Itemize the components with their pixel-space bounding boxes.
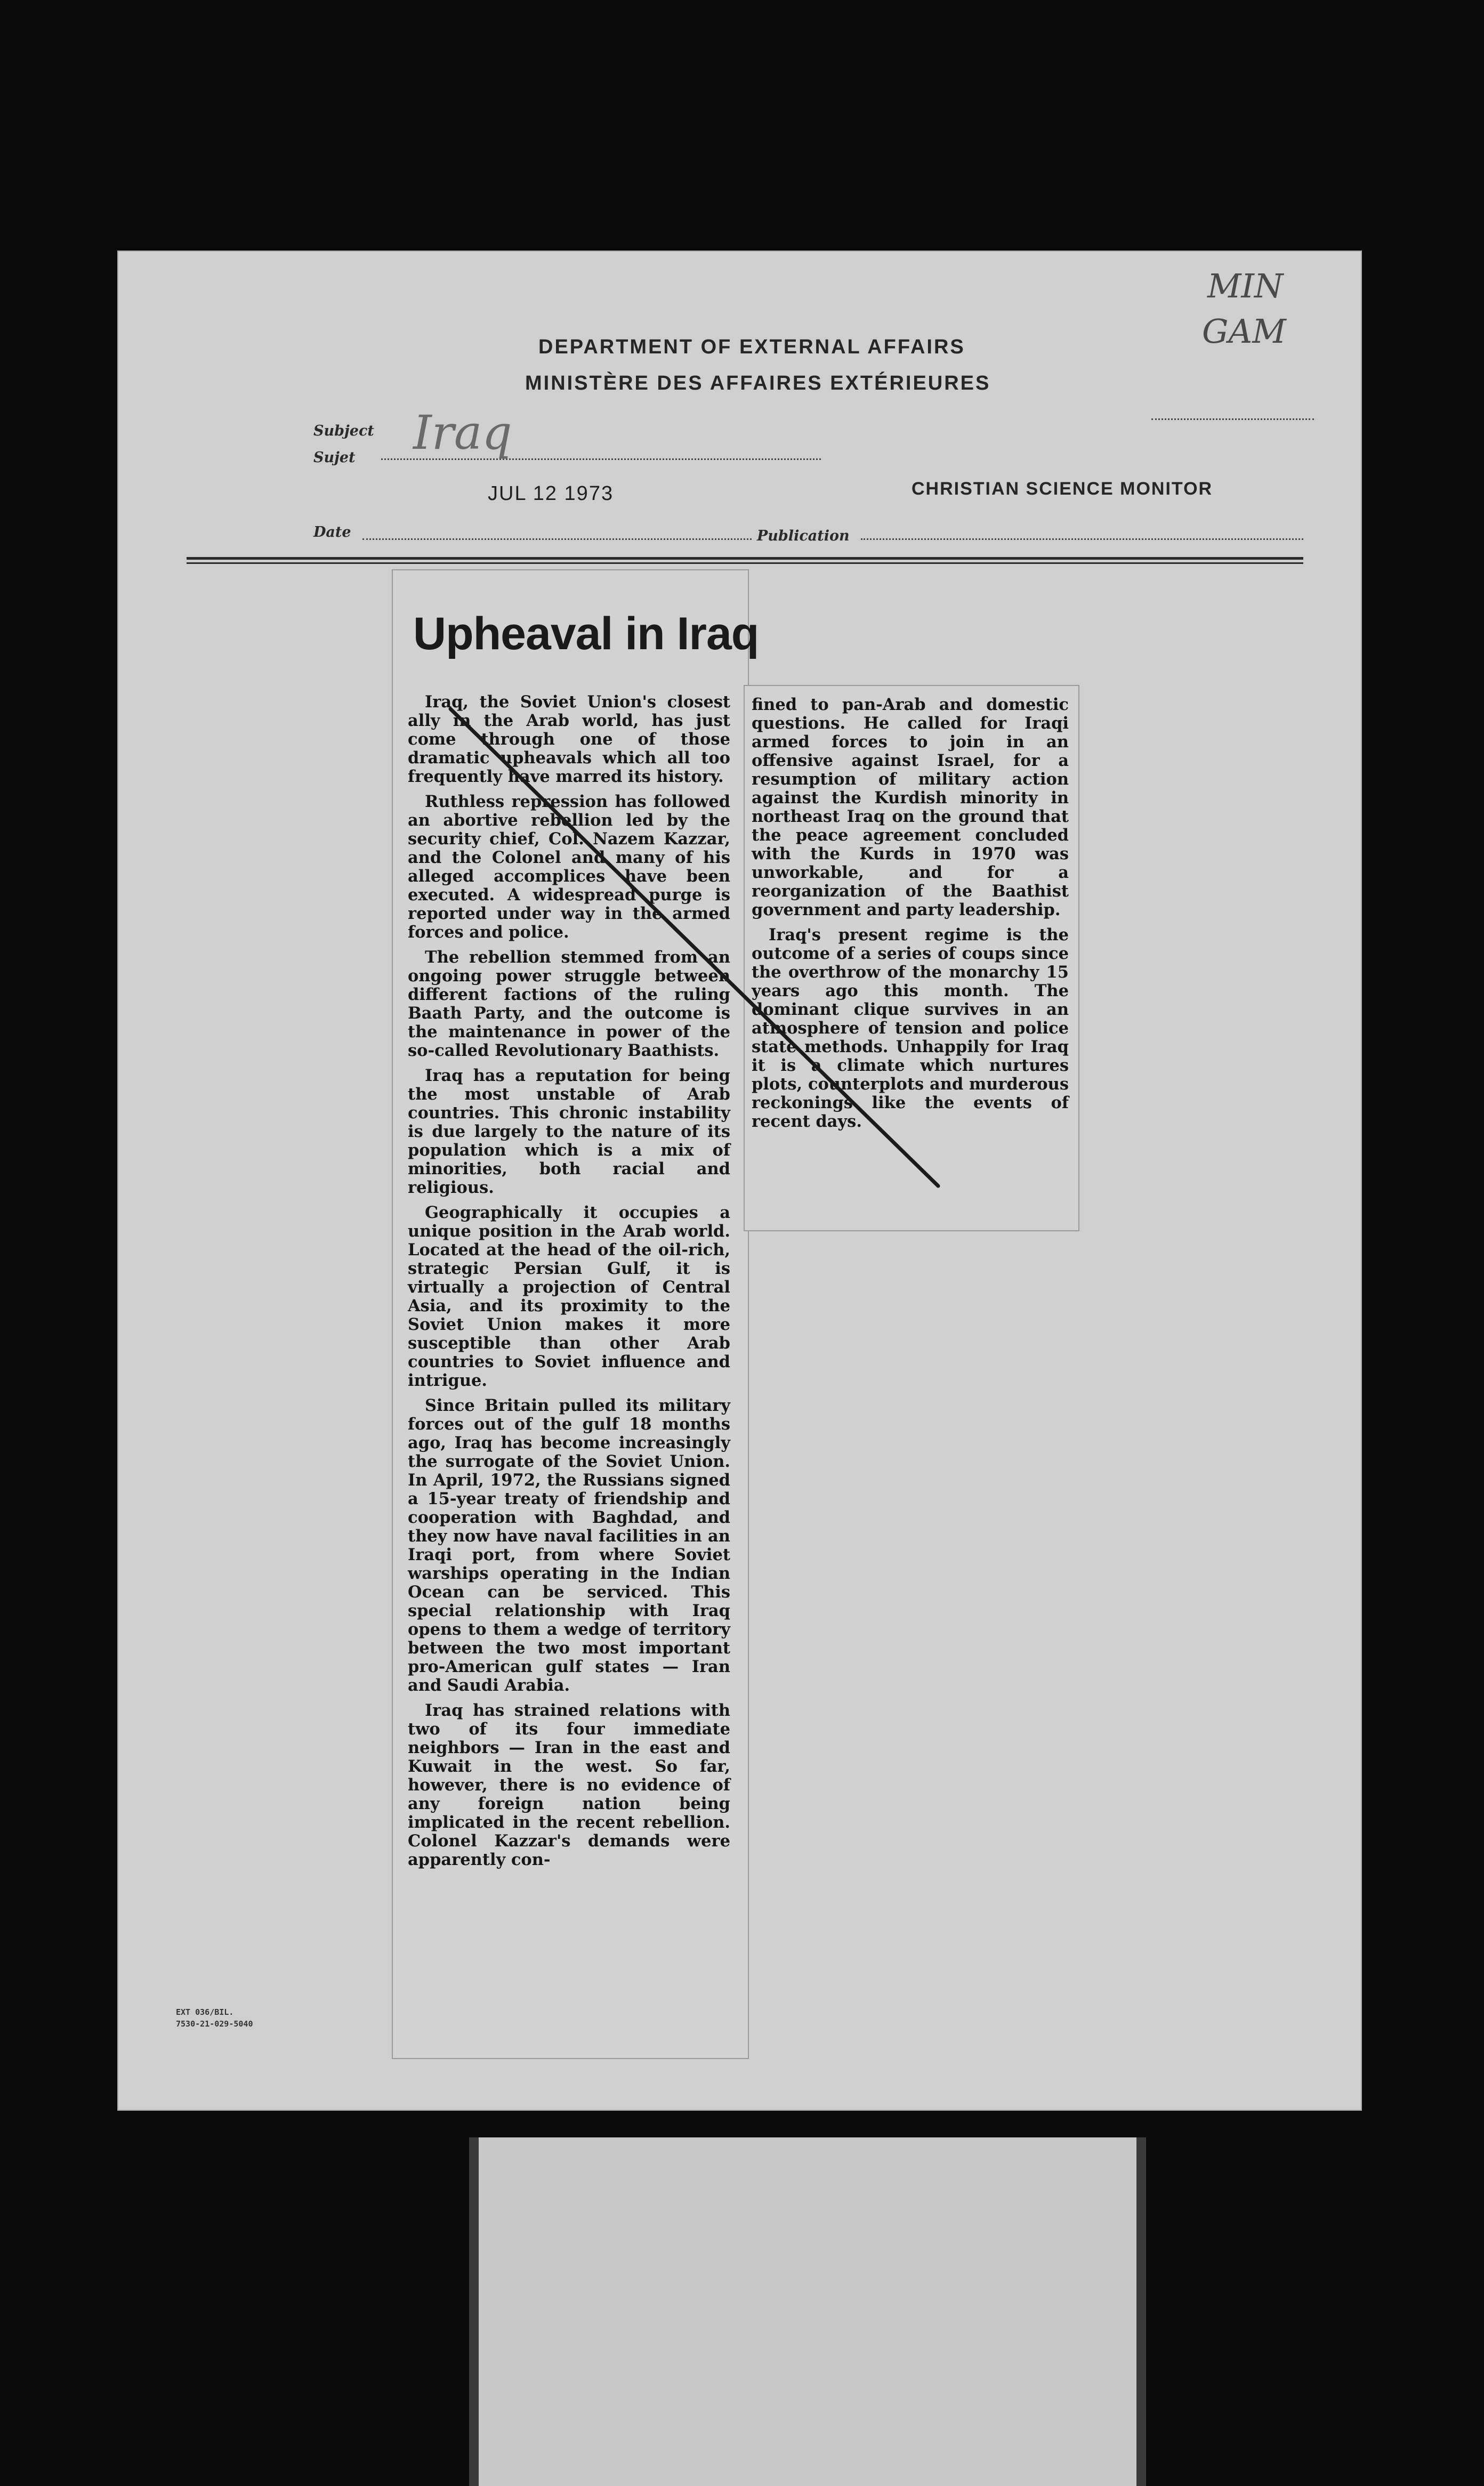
article-paragraph: The rebellion stemmed from an ongoing power struggle between different factions of the ruling Baath Party, and the outcome is the maintenance in power of the so-called Revolutionary Baathists. xyxy=(408,948,730,1060)
attached-card-stub xyxy=(469,2137,1146,2486)
publication-stamp: CHRISTIAN SCIENCE MONITOR xyxy=(912,479,1213,499)
handwritten-annotation-line2: GAM xyxy=(1202,312,1286,351)
article-paragraph: Iraq's present regime is the outcome of a series of coups since the overthrow of the monarchy 15 years ago this month. The dominant clique survives in an atmosphere of tension and police state methods. Unhappily for Iraq it is a climate which nurtures plots, counterplots and murderous reckonings like the events of recent days. xyxy=(752,925,1069,1131)
article-paragraph: Iraq has strained relations with two of its four immediate neighbors — Iran in the east and Kuwait in the west. So far, however, there is no evidence of any foreign nation being implicated in the recent rebellion. Colonel Kazzar's demands were apparently con- xyxy=(408,1701,730,1869)
date-label: Date xyxy=(313,524,351,540)
department-name-english: DEPARTMENT OF EXTERNAL AFFAIRS xyxy=(538,336,965,358)
article-paragraph: Ruthless repression has followed an abortive rebellion led by the security chief, Col. Nazem Kazzar, and the Colonel and many of his alleged accomplices have been executed. A widespread purge is reported under way in the armed forces and police. xyxy=(408,792,730,942)
department-name-french: MINISTÈRE DES AFFAIRES EXTÉRIEURES xyxy=(525,372,991,394)
article-paragraph: fined to pan-Arab and domestic questions. He called for Iraqi armed forces to join in an offensive against Israel, for a resumption of military action against the Kurdish minority in northeast Iraq on the ground that the peace agreement concluded with the Kurds in 1970 was unworkable, and for a reorganization of the Baathist government and party leadership. xyxy=(752,695,1069,919)
subject-handwritten: Iraq xyxy=(413,405,512,460)
sujet-label: Sujet xyxy=(313,449,356,466)
handwritten-annotation-line1: MIN xyxy=(1207,267,1284,305)
article-paragraph: Since Britain pulled its military forces out of the gulf 18 months ago, Iraq has become increasingly the surrogate of the Soviet Union. In April, 1972, the Russians signed a 15-year treaty of friendship and cooperation with Baghdad, and they now have naval facilities in an Iraqi port, from where Soviet warships operating in the Indian Ocean can be serviced. This special relationship with Iraq opens to them a wedge of territory between the two most important pro-American gulf states — Iran and Saudi Arabia. xyxy=(408,1396,730,1695)
subject-label: Subject xyxy=(313,423,374,439)
form-number-line2: 7530-21-029-5040 xyxy=(176,2019,253,2029)
article-paragraph: Iraq, the Soviet Union's closest ally in the Arab world, has just come through one of those dramatic upheavals which all too frequently have marred its history. xyxy=(408,692,730,786)
date-stamp: JUL 12 1973 xyxy=(488,482,614,505)
publication-label: Publication xyxy=(757,528,850,544)
form-number-line1: EXT 036/BIL. xyxy=(176,2007,234,2017)
article-paragraph: Iraq has a reputation for being the most unstable of Arab countries. This chronic instability is due largely to the nature of its population which is a mix of minorities, both racial and religious. xyxy=(408,1066,730,1197)
article-headline: Upheaval in Iraq xyxy=(413,608,759,659)
article-paragraph: Geographically it occupies a unique position in the Arab world. Located at the head of the oil-rich, strategic Persian Gulf, it is virtually a projection of Central Asia, and its proximity to the Soviet Union makes it more susceptible than other Arab countries to Soviet influence and intrigue. xyxy=(408,1203,730,1390)
